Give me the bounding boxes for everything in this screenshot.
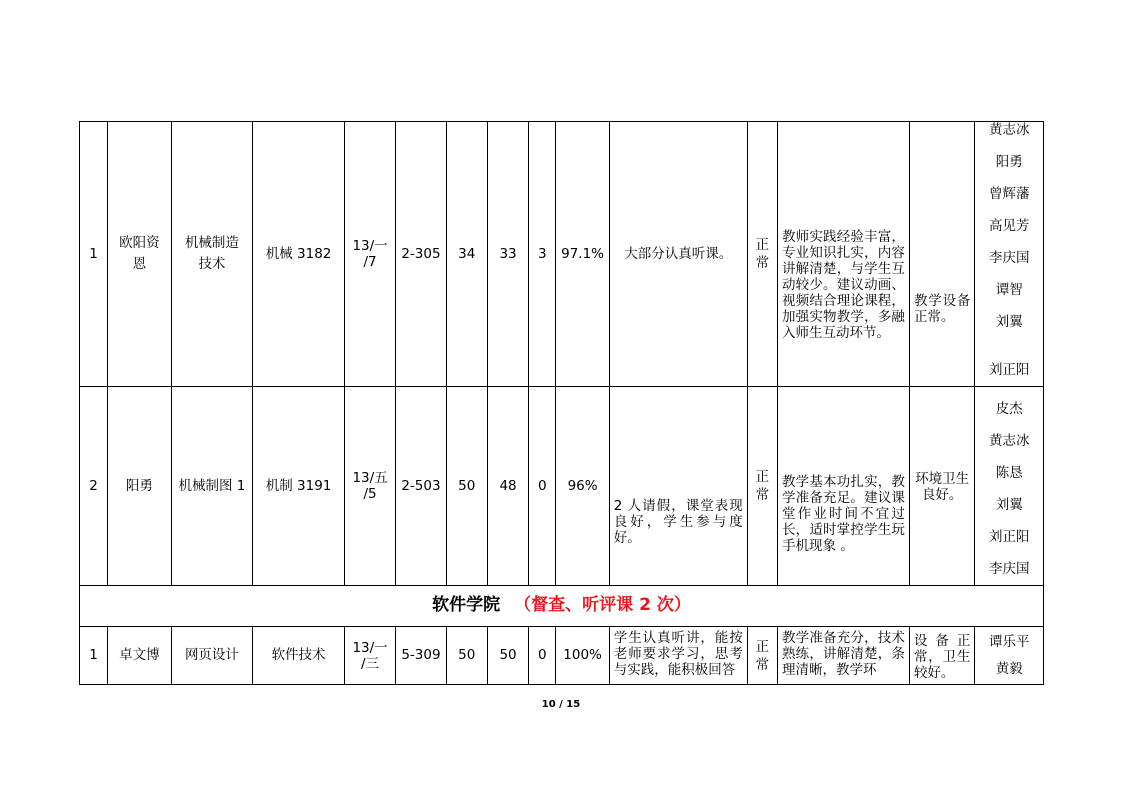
- row-number: 2: [80, 387, 108, 586]
- student-evaluation-text: 学生认真听讲，能按老师要求学习，思考与实践，能积极回答: [613, 629, 743, 678]
- environment: [909, 387, 974, 586]
- observer-name: 高见芳: [988, 218, 1030, 234]
- class-name: 机械 3182: [253, 122, 345, 387]
- class-name: 机制 3191: [253, 387, 345, 586]
- status-text: 正常: [755, 237, 770, 271]
- teacher-evaluation-text: 教学准备充分，技术熟练，讲解清楚，条理清晰，教学环: [781, 629, 905, 678]
- table-row: [80, 387, 1044, 586]
- actual-count: 33: [487, 122, 528, 387]
- expected-count: 50: [446, 627, 487, 685]
- section-note: （督查、听评课 2 次）: [514, 595, 691, 615]
- attendance-rate: 96%: [556, 387, 609, 586]
- teacher-evaluation-text: 教学基本功扎实，教学准备充足。建议课堂作业时间不宜过长，适时掌控学生玩手机现象 。: [781, 474, 905, 554]
- environment: [909, 122, 974, 387]
- status-cell: [747, 627, 777, 685]
- week-line1: 13/一: [352, 639, 388, 656]
- status-cell: [747, 122, 777, 387]
- week-line1: 13/一: [352, 238, 388, 254]
- observer-name: 黄志冰: [988, 122, 1030, 138]
- status-text: 正常: [755, 638, 770, 673]
- row-number: 1: [80, 122, 108, 387]
- course-name: 机械制图 1: [171, 387, 253, 586]
- teacher-name: 卓文博: [108, 627, 171, 685]
- week-line2: /7: [363, 254, 377, 270]
- week-day: [344, 627, 395, 685]
- teacher-name-line2: 恩: [132, 256, 147, 272]
- status-text: 正常: [755, 469, 770, 503]
- observer-name: 阳勇: [995, 154, 1023, 170]
- teacher-evaluation: [777, 122, 909, 387]
- actual-count: 48: [487, 387, 528, 586]
- observer-name: 黄毅: [995, 660, 1023, 677]
- week-line2: /5: [363, 486, 377, 502]
- observer-name: 李庆国: [988, 250, 1030, 266]
- attendance-rate: 100%: [556, 627, 609, 685]
- absent-count: 0: [529, 627, 556, 685]
- course-name: [171, 122, 253, 387]
- observers: [975, 387, 1044, 586]
- course-name: 网页设计: [171, 627, 253, 685]
- observer-name: 刘正阳: [988, 529, 1030, 545]
- section-header-row: [80, 586, 1044, 627]
- expected-count: 50: [446, 387, 487, 586]
- observer-name: 谭智: [995, 282, 1023, 298]
- absent-count: 0: [529, 387, 556, 586]
- environment-text: 环境卫生良好。: [915, 471, 970, 503]
- table-row: [80, 627, 1044, 685]
- week-day: [344, 387, 395, 586]
- observer-name: 刘翼: [995, 497, 1023, 513]
- observer-name: 谭乐平: [988, 633, 1030, 650]
- observer-name: 刘翼: [995, 314, 1023, 330]
- observers: [975, 627, 1044, 685]
- environment: [909, 627, 974, 685]
- classroom: 2-305: [396, 122, 446, 387]
- observer-name: 李庆国: [988, 561, 1030, 577]
- classroom: 5-309: [396, 627, 446, 685]
- absent-count: 3: [529, 122, 556, 387]
- teacher-name: [108, 122, 171, 387]
- row-number: 1: [80, 627, 108, 685]
- observer-name: 陈恳: [995, 465, 1023, 481]
- week-day: [344, 122, 395, 387]
- section-title: 软件学院: [432, 595, 501, 615]
- student-evaluation: [609, 627, 747, 685]
- table-row: [80, 122, 1044, 387]
- week-line1: 13/五: [352, 470, 388, 486]
- teacher-evaluation: [777, 387, 909, 586]
- teacher-name: 阳勇: [108, 387, 171, 586]
- environment-text: 教学设备正常。: [913, 293, 971, 325]
- observer-name: 黄志冰: [988, 433, 1030, 449]
- status-cell: [747, 387, 777, 586]
- classroom: 2-503: [396, 387, 446, 586]
- class-name: 软件技术: [253, 627, 345, 685]
- teacher-evaluation-text: 教师实践经验丰富，专业知识扎实，内容讲解清楚，与学生互动较少。建议动画、视频结合理论课程，加强实物教学，多融入师生互动环节。: [781, 229, 905, 341]
- student-evaluation: 大部分认真听课。: [609, 122, 747, 387]
- environment-text: 设备正常，卫生较好。: [913, 632, 971, 681]
- observers: [975, 122, 1044, 387]
- expected-count: 34: [446, 122, 487, 387]
- course-name-line2: 技术: [198, 256, 226, 272]
- observer-name: 刘正阳: [988, 362, 1030, 378]
- page-indicator: 10 / 15: [541, 699, 581, 710]
- student-evaluation: [609, 387, 747, 586]
- course-name-line1: 机械制造: [184, 235, 239, 251]
- teacher-evaluation: [777, 627, 909, 685]
- observer-name: 皮杰: [995, 401, 1023, 417]
- attendance-rate: 97.1%: [556, 122, 609, 387]
- observer-name: 曾辉藩: [988, 186, 1030, 202]
- actual-count: 50: [487, 627, 528, 685]
- teacher-name-line1: 欧阳资: [119, 235, 160, 251]
- student-evaluation-text: 2 人请假，课堂表现良好，学生参与度好。: [613, 498, 743, 546]
- evaluation-table: [79, 121, 1044, 685]
- section-header: [80, 586, 1044, 627]
- week-line2: /三: [361, 655, 380, 672]
